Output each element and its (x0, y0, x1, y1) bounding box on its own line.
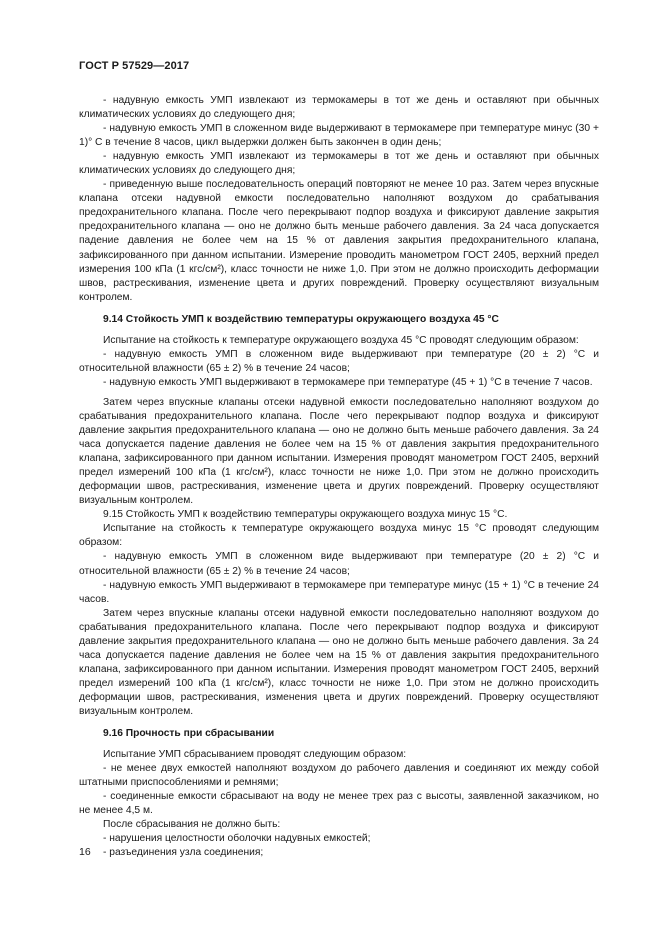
paragraph: - разъединения узла соединения; (103, 847, 264, 859)
paragraph: - нарушения целостности оболочки надувных емкостей; (103, 833, 371, 845)
paragraph: Испытание на стойкость к температуре окружающего воздуха минус 15 °С проводят следующим образом: (79, 523, 599, 549)
paragraph: После сбрасывания не должно быть: (103, 819, 281, 831)
paragraph: - не менее двух емкостей наполняют воздухом до рабочего давления и соединяют их между собой штатными приспособлениями и ремнями; (79, 763, 599, 789)
section-heading-9-14: 9.14 Стойкость УМП к воздействию температуры окружающего воздуха 45 °С (103, 313, 499, 325)
paragraph: Затем через впускные клапаны отсеки надувной емкости последовательно наполняют воздухом до срабатывания предохранительного клапана. После чего перекрывают подпор воздуха и фиксируют давление закрытия предохранительного клапана — оно не должно быть меньше рабочего давления. За 24 часа допускается падение давления не более чем на 15 % от давления закрытия предохранительного клапана, зафиксированного при данном испытании. Измерения проводят манометром ГОСТ 2405, верхний предел измерений 100 кПа (1 кгс/см²), класс точности не ниже 1,0. При этом не должно происходить деформации швов, растрескивания, изменения цвета и других повреждений. Проверку осуществляют визуальным контролем. (79, 607, 599, 717)
paragraph: Испытание на стойкость к температуре окружающего воздуха 45 °С проводят следующим образом: (103, 334, 579, 346)
paragraph: - надувную емкость УМП извлекают из термокамеры в тот же день и оставляют при обычных климатических условиях до следующего дня; (79, 151, 599, 177)
paragraph: - приведенную выше последовательность операций повторяют не менее 10 раз. Затем через впускные клапана отсеки надувной емкости последовательно наполняют воздухом до срабатывания предохранительного клапана. После чего перекрывают подпор воздуха и фиксируют давление закрытия предохранительного клапана — оно не должно быть меньше рабочего давления. За 24 часа допускается падение давления не более чем на 15 % от давления закрытия предохранительного клапана, зафиксированного при данном испытании. Измерение проводить манометром ГОСТ 2405, верхний предел измерения 100 кПа (1 кгс/см²), класс точности не ниже 1,0. При этом не должно происходить деформации швов, растрескивания, изменение цвета и других повреждений. Проверку осуществляют визуальным контролем. (79, 179, 599, 303)
section-heading-9-15: 9.15 Стойкость УМП к воздействию температуры окружающего воздуха минус 15 °С. (103, 509, 508, 521)
paragraph: - надувную емкость УМП извлекают из термокамеры в тот же день и оставляют при обычных климатических условиях до следующего дня; (79, 95, 599, 121)
section-heading-9-16: 9.16 Прочность при сбрасывании (103, 728, 275, 740)
page-number: 16 (79, 846, 91, 858)
document-header: ГОСТ Р 57529—2017 (79, 60, 190, 72)
paragraph: - надувную емкость УМП в сложенном виде выдерживают в термокамере при температуре минус (30 + 1)° С в течение 8 часов, цикл выдержки должен быть закончен в один день; (79, 123, 599, 149)
paragraph: - надувную емкость УМП в сложенном виде выдерживают при температуре (20 ± 2) °С и относительной влажности (65 ± 2) % в течение 24 часов; (79, 348, 599, 374)
paragraph: - надувную емкость УМП в сложенном виде выдерживают при температуре (20 ± 2) °С и относительной влажности (65 ± 2) % в течение 24 часов; (79, 551, 599, 577)
paragraph: Испытание УМП сбрасыванием проводят следующим образом: (103, 749, 407, 761)
paragraph: - надувную емкость УМП выдерживают в термокамере при температуре (45 + 1) °С в течение 7 часов. (103, 376, 593, 388)
document-body (79, 94, 599, 860)
paragraph: Затем через впускные клапаны отсеки надувной емкости последовательно наполняют воздухом до срабатывания предохранительного клапана. После чего перекрывают подпор воздуха и фиксируют давление закрытия предохранительного клапана — оно не должно быть меньше рабочего давления. За 24 часа допускается падение давления не более чем на 15 % от давления закрытия предохранительного клапана, зафиксированного при данном испытании. Измерения проводят манометром ГОСТ 2405, верхний предел измерений 100 кПа (1 кгс/см²), класс точности не ниже 1,0. При этом не должно происходить деформации швов, растрескивания, изменение цвета и других повреждений. Проверку осуществляют визуальным контролем. (79, 396, 599, 507)
paragraph: - надувную емкость УМП выдерживают в термокамере при температуре минус (15 + 1) °С в течение 24 часов. (79, 579, 599, 605)
paragraph: - соединенные емкости сбрасывают на воду не менее трех раз с высоты, заявленной заказчиком, но не менее 4,5 м. (79, 791, 599, 817)
